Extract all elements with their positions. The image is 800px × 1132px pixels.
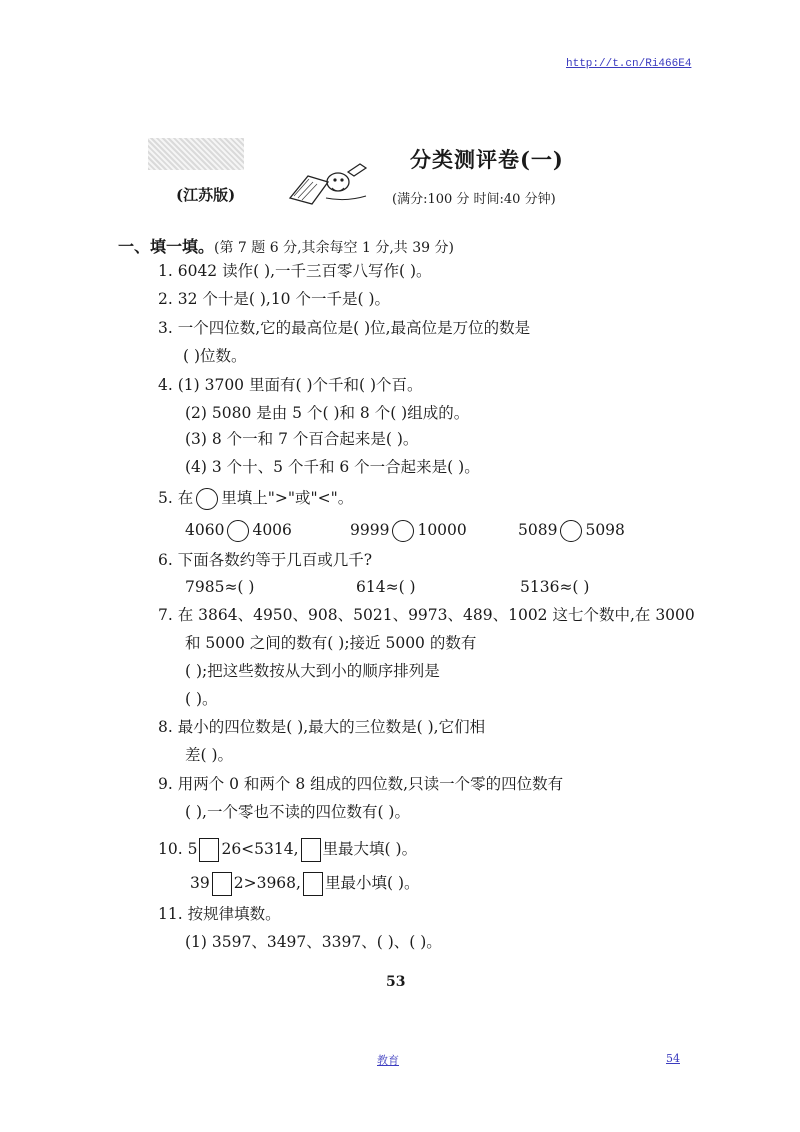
question-3-line-2: ( )位数。 (183, 347, 247, 365)
estimate-item-2: 614≈( ) (356, 578, 416, 596)
question-7-line-2: 和 5000 之间的数有( );接近 5000 的数有 (185, 634, 477, 652)
compare-right: 4006 (252, 521, 292, 539)
estimate-item-3: 5136≈( ) (520, 578, 590, 596)
digit-box-ref (303, 872, 323, 896)
question-9-line-1: 9. 用两个 0 和两个 8 组成的四位数,只读一个零的四位数有 (158, 775, 564, 793)
question-8-line-1: 8. 最小的四位数是( ),最大的三位数是( ),它们相 (158, 718, 486, 736)
question-7-line-1: 7. 在 3864、4950、908、5021、9973、489、1002 这七个数中,在 3000 (158, 606, 695, 624)
section-note: (第 7 题 6 分,其余每空 1 分,共 39 分) (214, 240, 454, 256)
q10-middle: 2>3968, (233, 874, 301, 892)
compare-right: 10000 (417, 521, 467, 539)
question-6: 6. 下面各数约等于几百或几千? (158, 551, 373, 569)
header-link[interactable]: http://t.cn/Ri466E4 (566, 58, 692, 70)
question-11: 11. 按规律填数。 (158, 905, 281, 923)
blurred-stamp (148, 138, 244, 170)
question-7-line-4: ( )。 (185, 690, 218, 708)
q10-suffix: 里最小填( )。 (324, 874, 420, 892)
book-illustration-icon (286, 158, 372, 206)
q10-prefix: 39 (190, 874, 210, 892)
compare-right: 5098 (585, 521, 625, 539)
compare-circle[interactable] (560, 520, 582, 542)
compare-circle[interactable] (227, 520, 249, 542)
compare-item-2 (350, 520, 467, 542)
q10-prefix: 10. 5 (158, 840, 198, 858)
question-4-part-4: (4) 3 个十、5 个千和 6 个一合起来是( )。 (185, 458, 480, 476)
question-4-part-3: (3) 8 个一和 7 个百合起来是( )。 (185, 430, 419, 448)
question-3-line-1: 3. 一个四位数,它的最高位是( )位,最高位是万位的数是 (158, 319, 531, 337)
question-4-part-1: 4. (1) 3700 里面有( )个千和( )个百。 (158, 376, 423, 394)
q10-suffix: 里最大填( )。 (322, 840, 418, 858)
compare-left: 5089 (518, 521, 558, 539)
q5-suffix: 里填上">"或"<"。 (221, 489, 354, 507)
section-heading (118, 234, 454, 257)
compare-circle (196, 488, 218, 510)
compare-left: 4060 (185, 521, 225, 539)
compare-item-1 (185, 520, 292, 542)
q5-prefix: 5. 在 (158, 489, 194, 507)
question-8-line-2: 差( )。 (185, 746, 234, 764)
section-label: 一、填一填。 (118, 237, 215, 256)
question-10-line-2 (190, 872, 420, 896)
question-9-line-2: ( ),一个零也不读的四位数有( )。 (185, 803, 410, 821)
question-5 (158, 488, 353, 510)
estimate-item-1: 7985≈( ) (185, 578, 255, 596)
digit-box[interactable] (199, 838, 219, 862)
question-7-line-3: ( );把这些数按从大到小的顺序排列是 (185, 662, 440, 680)
footer-link-education[interactable]: 教育 (377, 1054, 399, 1067)
footer-link-page[interactable]: 54 (666, 1052, 680, 1065)
compare-left: 9999 (350, 521, 390, 539)
digit-box-ref (301, 838, 321, 862)
question-11-part-1: (1) 3597、3497、3397、( )、( )。 (185, 933, 442, 951)
question-10-line-1 (158, 838, 417, 862)
compare-item-3 (518, 520, 625, 542)
q10-middle: 26<5314, (221, 840, 299, 858)
page-title: 分类测评卷(一) (410, 147, 564, 172)
page-number: 53 (386, 974, 406, 990)
compare-circle[interactable] (392, 520, 414, 542)
score-time-info: (满分:100 分 时间:40 分钟) (392, 192, 556, 207)
digit-box[interactable] (212, 872, 232, 896)
edition-label: (江苏版) (176, 186, 236, 204)
question-2: 2. 32 个十是( ),10 个一千是( )。 (158, 290, 390, 308)
question-4-part-2: (2) 5080 是由 5 个( )和 8 个( )组成的。 (185, 404, 470, 422)
question-1: 1. 6042 读作( ),一千三百零八写作( )。 (158, 262, 432, 280)
